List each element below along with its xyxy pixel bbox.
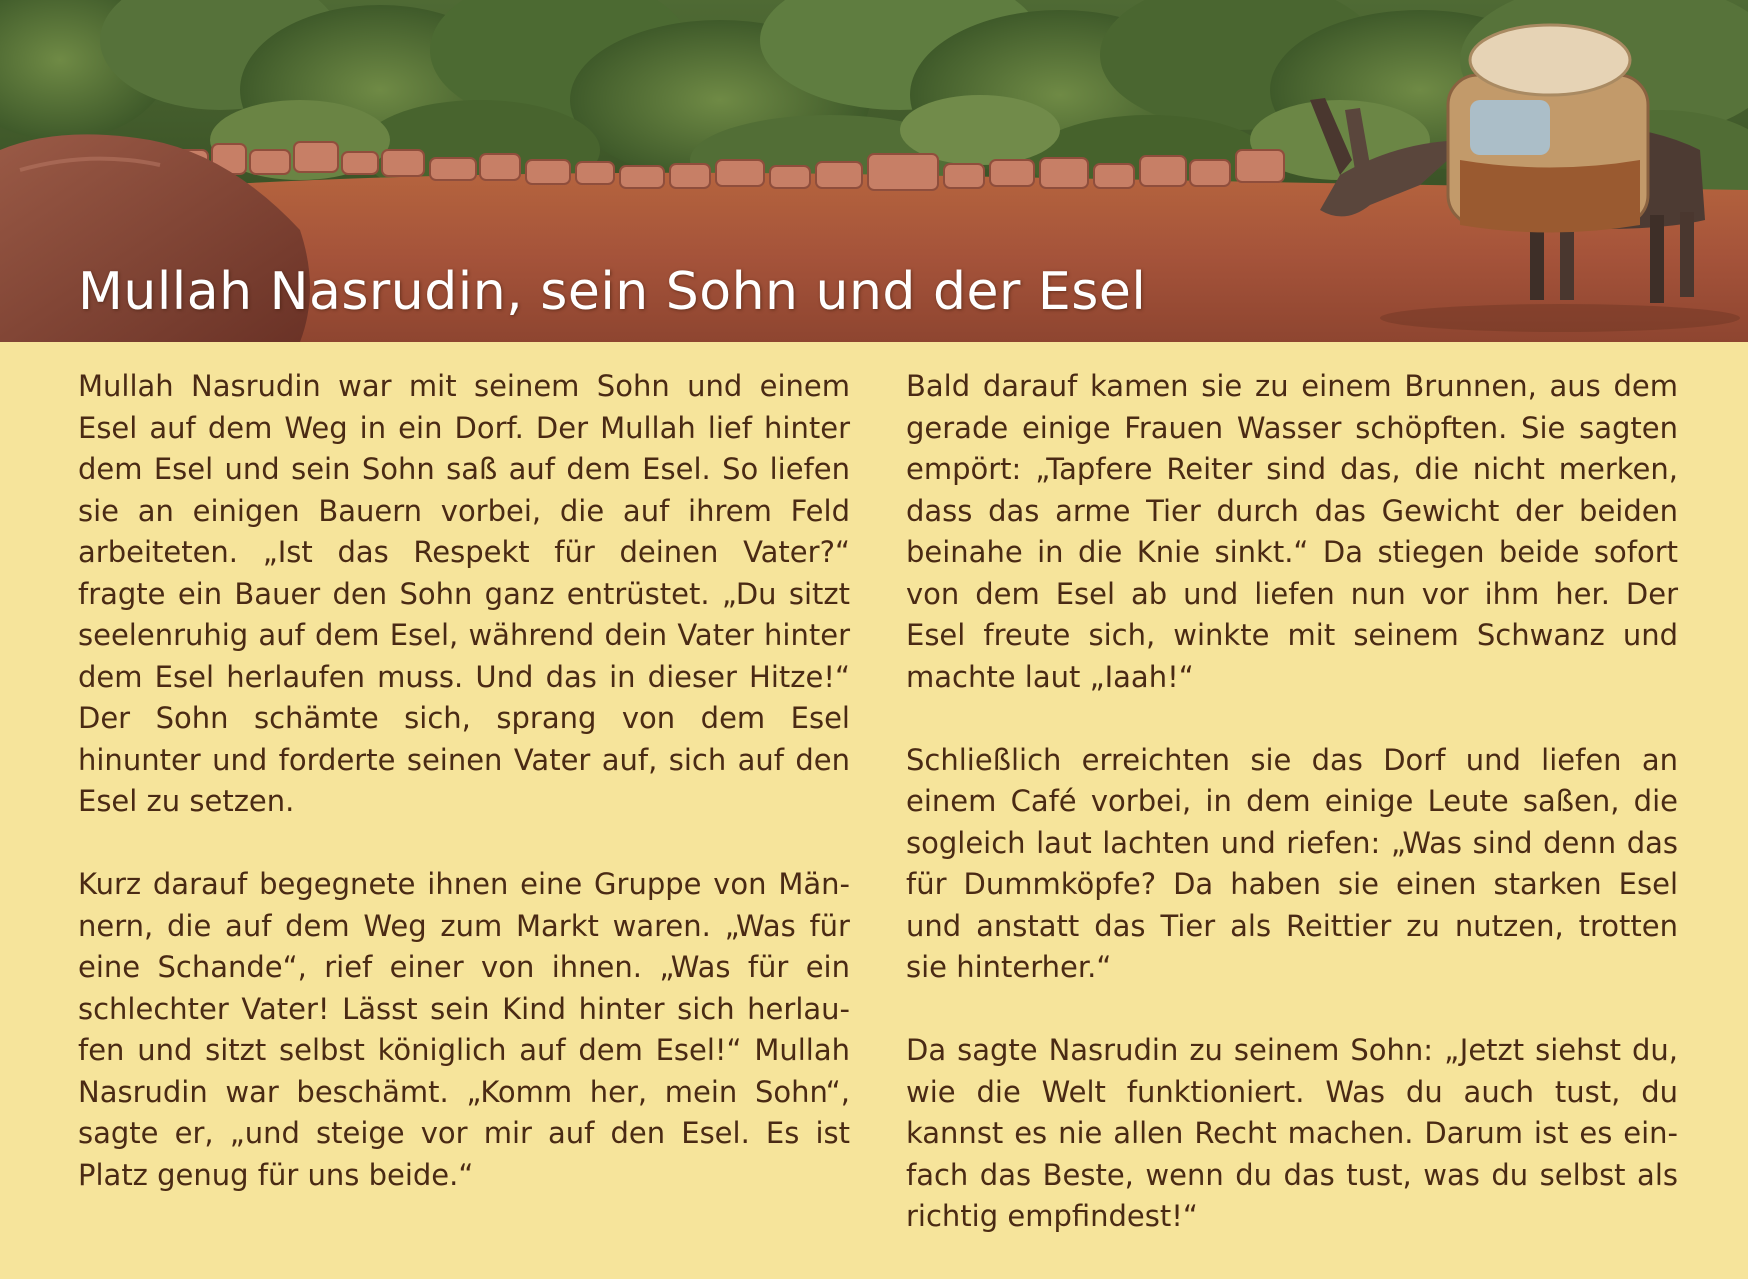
page-title: Mullah Nasrudin, sein Sohn und der Esel xyxy=(78,262,1147,322)
column-left xyxy=(78,366,850,1279)
paragraph: Kurz darauf begegnete ihnen eine Gruppe von Männern, die auf dem Weg zum Markt waren. „Was für eine Schande“, rief einer von ihnen. „Was für ein schlechter Vater! Lässt sein Kind hinter sich herlaufen und sitzt selbst königlich auf dem Esel!“ Mullah Nasrudin war beschämt. „Komm her, mein Sohn“, sagte er, „und steige vor mir auf den Esel. Es ist Platz genug für uns beide.“ xyxy=(78,867,850,1192)
header-banner xyxy=(0,0,1748,342)
paragraph: Da sagte Nasrudin zu seinem Sohn: „Jetzt siehst du, wie die Welt funktioniert. Was du auch tust, du kannst es nie allen Recht machen. Darum ist es einfach das Beste, wenn du das tust, was du selbst als richtig empfindest!“ xyxy=(906,1033,1678,1233)
column-right xyxy=(906,366,1678,1279)
paragraph: Schließlich erreichten sie das Dorf und liefen an einem Café vorbei, in dem einige Leute saßen, die sogleich laut lachten und riefen: „Was sind denn das für Dummköpfe? Da haben sie einen starken Esel und anstatt das Tier als Reittier zu nutzen, trotten sie hinterher.“ xyxy=(906,742,1678,984)
paragraph: Mullah Nasrudin war mit seinem Sohn und einem Esel auf dem Weg in ein Dorf. Der Mullah lief hinter dem Esel und sein Sohn saß auf dem Esel. So liefen sie an einigen Bauern vorbei, die auf ihrem Feld arbeiteten. „Ist das Respekt für deinen Vater?“ fragte ein Bauer den Sohn ganz entrüstet. „Du sitzt seelenruhig auf dem Esel, während dein Vater hinter dem Esel herlaufen muss. Und das in dieser Hitze!“ Der Sohn schämte sich, sprang von dem Esel hinunter und forderte seinen Vater auf, sich auf den Esel zu setzen. xyxy=(78,369,850,818)
story-columns xyxy=(78,366,1678,1279)
paragraph: Bald darauf kamen sie zu einem Brunnen, aus dem gerade einige Frauen Wasser schöpften. Sie sagten empört: „Tapfere Reiter sind das, die nicht merken, dass das arme Tier durch das Gewicht der beiden beinahe in die Knie sinkt.“ Da stiegen beide sofort von dem Esel ab und liefen nun vor ihm her. Der Esel freute sich, winkte mit seinem Schwanz und machte laut „Iaah!“ xyxy=(906,369,1678,694)
